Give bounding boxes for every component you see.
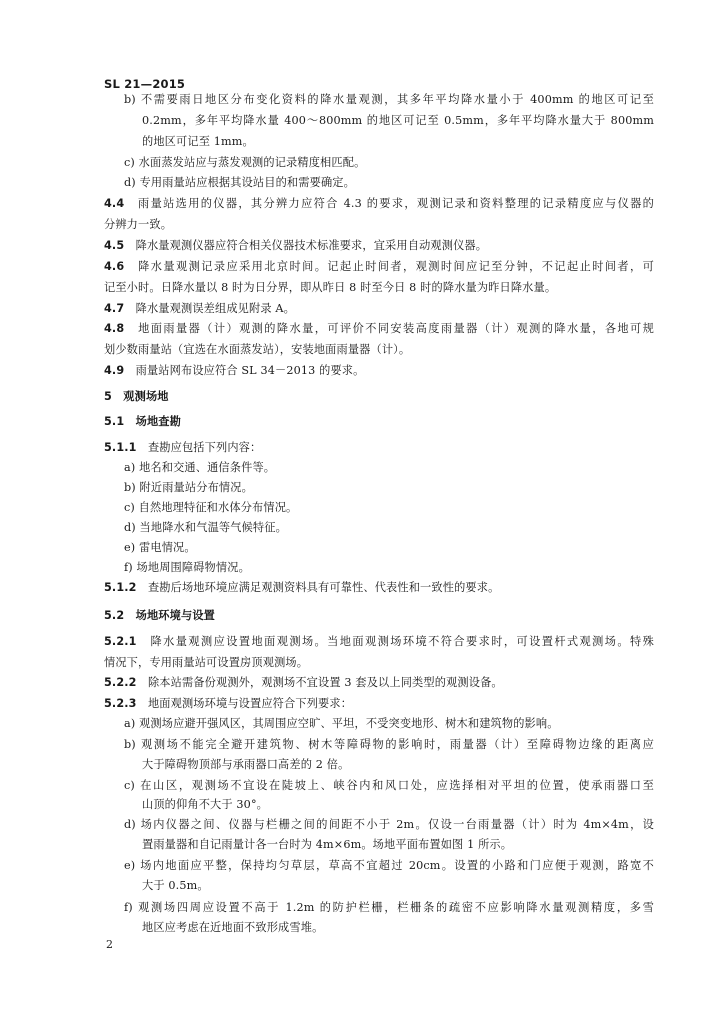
item-b-line2 (142, 114, 654, 128)
clause-5-2-1-line1 (104, 635, 654, 649)
section-number: 5.2 (104, 609, 125, 622)
clause-text: 降水量观测仪器应符合相关仪器技术标准要求，宜采用自动观测仪器。 (135, 239, 488, 252)
section-title: 场地环境与设置 (135, 609, 215, 622)
item-label: c) (124, 779, 135, 792)
clause-number: 5.1.2 (104, 581, 137, 594)
clause-number: 4.5 (104, 239, 125, 252)
item-label: f) (124, 561, 133, 574)
clause-4-8-line1 (104, 322, 654, 336)
req-item-d-line1 (124, 818, 654, 832)
section-5-2-heading (104, 609, 215, 623)
clause-number: 5.2.1 (104, 635, 137, 648)
req-item-c-line2 (142, 798, 268, 812)
item-text: 专用雨量站应根据其设站目的和需要确定。 (139, 176, 355, 189)
clause-4-4-line2 (104, 218, 172, 232)
item-text: 水面蒸发站应与蒸发观测的记录精度相匹配。 (138, 156, 366, 169)
clause-number: 4.8 (104, 322, 125, 335)
clause-4-8-line2 (104, 343, 410, 357)
item-text: 置雨量器和自记雨量计各一台时为 4m×6m。场地平面布置如图 1 所示。 (142, 838, 513, 851)
clause-4-4-line1 (104, 197, 654, 211)
list-item-d (124, 521, 287, 535)
section-5-heading (104, 390, 169, 404)
req-item-e-line1 (124, 859, 654, 873)
clause-4-9 (104, 364, 364, 378)
item-label: e) (124, 541, 136, 554)
clause-4-7 (104, 302, 295, 316)
item-text: 大于 0.5m。 (142, 879, 209, 892)
list-item-f (124, 561, 250, 575)
item-label: a) (124, 461, 136, 474)
item-text: 当地降水和气温等气候特征。 (139, 521, 287, 534)
req-item-f-line2 (142, 921, 323, 935)
clause-number: 5.2.3 (104, 697, 137, 710)
item-text: 自然地理特征和水体分布情况。 (138, 501, 298, 514)
section-number: 5.1 (104, 415, 125, 428)
clause-4-6-line1 (104, 260, 654, 274)
clause-5-2-1-line2 (104, 656, 308, 670)
clause-5-2-2 (104, 676, 503, 690)
clause-text: 查勘后场地环境应满足观测资料具有可靠性、代表性和一致性的要求。 (147, 581, 500, 594)
req-item-e-line2 (142, 879, 209, 893)
item-text: 观测场四周应设置不高于 1.2m 的防护栏栅，栏栅条的疏密不应影响降水量观测精度，多雪 (138, 901, 654, 914)
item-text: 不需要雨日地区分布变化资料的降水量观测，其多年平均降水量小于 400mm 的地区可记至 (141, 93, 654, 106)
clause-5-2-3 (104, 697, 352, 711)
clause-4-6-line2 (104, 281, 556, 295)
clause-text: 查勘应包括下列内容： (147, 441, 262, 454)
req-item-b-line1 (124, 738, 654, 752)
item-label: d) (124, 176, 136, 189)
item-text: 场地周围障碍物情况。 (136, 561, 250, 574)
section-5-1-heading (104, 415, 181, 429)
clause-number: 4.9 (104, 364, 125, 377)
clause-text: 雨量站选用的仪器，其分辨力应符合 4.3 的要求，观测记录和资料整理的记录精度应与仪器的 (138, 197, 654, 210)
item-text: 地区应考虑在近地面不致形成雪堆。 (142, 921, 324, 934)
req-item-b-line2 (142, 758, 349, 772)
item-text: 观测场应避开强风区，其周围应空旷、平坦，不受突变地形、树木和建筑物的影响。 (139, 717, 559, 730)
req-item-f-line1 (124, 901, 654, 915)
clause-text: 降水量观测误差组成见附录 A。 (135, 302, 295, 315)
clause-text: 降水量观测应设置地面观测场。当地面观测场环境不符合要求时，可设置杆式观测场。特殊 (150, 635, 654, 648)
clause-number: 5.1.1 (104, 441, 137, 454)
item-label: e) (124, 859, 136, 872)
item-text: 在山区，观测场不宜设在陡坡上、峡谷内和风口处，应选择相对平坦的位置，使承雨器口至 (140, 779, 654, 792)
clause-text: 雨量站网布设应符合 SL 34－2013 的要求。 (135, 364, 365, 377)
clause-text: 分辨力一致。 (104, 218, 173, 231)
item-label: a) (124, 717, 136, 730)
item-label: c) (124, 156, 135, 169)
req-item-c-line1 (124, 779, 654, 793)
item-text: 大于障碍物顶部与承雨器口高差的 2 倍。 (142, 758, 350, 771)
item-label: b) (124, 93, 136, 106)
section-title: 场地查勘 (135, 415, 181, 428)
clause-text: 地面观测场环境与设置应符合下列要求： (147, 697, 353, 710)
clause-number: 4.7 (104, 302, 125, 315)
item-text: 观测场不能完全避开建筑物、树木等障碍物的影响时，雨量器（计）至障碍物边缘的距离应 (141, 738, 654, 751)
req-item-a (124, 717, 559, 731)
item-text: 场内仪器之间、仪器与栏栅之间的间距不小于 2m。仅设一台雨量器（计）时为 4m×4m，设 (140, 818, 654, 831)
item-text: 地名和交通、通信条件等。 (139, 461, 276, 474)
clause-number: 5.2.2 (104, 676, 137, 689)
clause-5-1-1 (104, 441, 261, 455)
doc-code-header: SL 21—2015 (104, 77, 186, 91)
item-label: b) (124, 738, 136, 751)
item-label: b) (124, 481, 136, 494)
item-d (124, 176, 355, 190)
clause-text: 划少数雨量站（宜选在水面蒸发站），安装地面雨量器（计）。 (104, 343, 411, 356)
item-b-line1 (124, 93, 654, 107)
item-label: f) (124, 901, 133, 914)
clause-number: 4.4 (104, 197, 125, 210)
item-text: 雷电情况。 (139, 541, 196, 554)
clause-4-5 (104, 239, 487, 253)
item-text: 附近雨量站分布情况。 (139, 481, 253, 494)
clause-text: 除本站需备份观测外，观测场不宜设置 3 套及以上同类型的观测设备。 (147, 676, 503, 689)
clause-number: 4.6 (104, 260, 125, 273)
list-item-b (124, 481, 253, 495)
item-text: 的地区可记至 1mm。 (142, 135, 254, 148)
item-text: 0.2mm，多年平均降水量 400～800mm 的地区可记至 0.5mm，多年平均降水量大于 800mm (142, 114, 654, 127)
section-number: 5 (104, 390, 112, 403)
req-item-d-line2 (142, 838, 512, 852)
list-item-c (124, 501, 297, 515)
clause-text: 情况下，专用雨量站可设置房顶观测场。 (104, 656, 309, 669)
list-item-e (124, 541, 196, 555)
item-text: 山顶的仰角不大于 30°。 (142, 798, 269, 811)
page-number: 2 (106, 938, 113, 951)
item-c (124, 156, 365, 170)
clause-text: 地面雨量器（计）观测的降水量，可评价不同安装高度雨量器（计）观测的降水量，各地可规 (138, 322, 654, 335)
item-label: d) (124, 521, 136, 534)
item-b-line3 (142, 135, 254, 149)
clause-5-1-2 (104, 581, 499, 595)
item-label: c) (124, 501, 135, 514)
item-label: d) (124, 818, 136, 831)
clause-text: 记至小时。日降水量以 8 时为日分界，即从昨日 8 时至今日 8 时的降水量为昨日降水量。 (104, 281, 557, 294)
section-title: 观测场地 (123, 390, 169, 403)
item-text: 场内地面应平整，保持均匀草层，草高不宜超过 20cm。设置的小路和门应便于观测，路宽不 (140, 859, 654, 872)
clause-text: 降水量观测记录应采用北京时间。记起止时间者，观测时间应记至分钟，不记起止时间者，可 (138, 260, 654, 273)
list-item-a (124, 461, 275, 475)
